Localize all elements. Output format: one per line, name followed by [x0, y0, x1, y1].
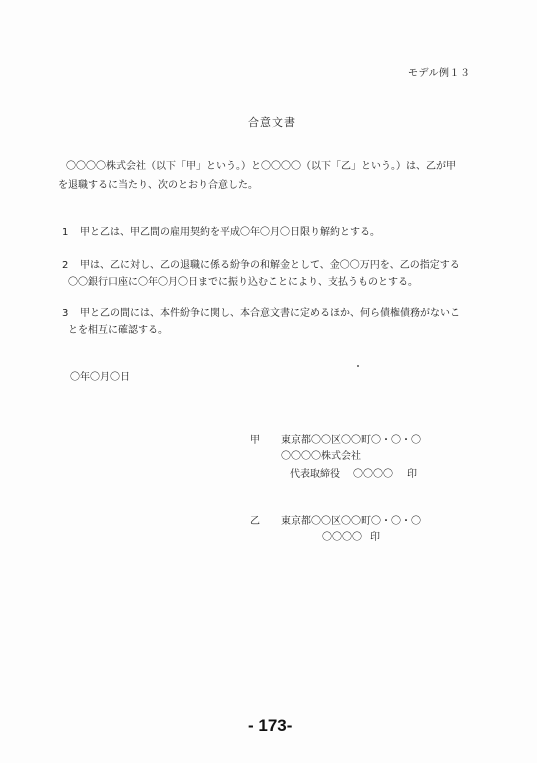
- party-b-address: 東京都〇〇区〇〇町〇・〇・〇: [281, 516, 421, 527]
- party-b-seal-mark: 印: [370, 532, 380, 543]
- scan-speck: [357, 365, 359, 367]
- party-b-name: 〇〇〇〇: [322, 532, 362, 543]
- party-a-seal-mark: 印: [407, 469, 417, 480]
- clause-3-number: 3: [62, 308, 69, 319]
- agreement-date: 〇年〇月〇日: [70, 372, 130, 383]
- party-a-company: 〇〇〇〇株式会社: [281, 451, 361, 462]
- clause-2-line-2: 〇〇銀行口座に〇年〇月〇日までに振り込むことにより、支払うものとする。: [68, 277, 418, 288]
- clause-3-line-1: 甲と乙の間には、本件紛争に関し、本合意文書に定めるほか、何ら債権債務がないこ: [80, 308, 460, 319]
- clause-3-line-2: とを相互に確認する。: [68, 325, 168, 336]
- document-title: 合意文書: [248, 116, 296, 129]
- party-a-representative-title: 代表取締役: [290, 469, 340, 480]
- model-number: モデル例１３: [408, 68, 471, 79]
- clause-1-number: 1: [62, 227, 69, 238]
- intro-line-1: 〇〇〇〇株式会社（以下「甲」という。）と〇〇〇〇（以下「乙」という。）は、乙が甲: [66, 161, 456, 172]
- party-a-address: 東京都〇〇区〇〇町〇・〇・〇: [281, 435, 421, 446]
- clause-2-line-1: 甲は、乙に対し、乙の退職に係る紛争の和解金として、金〇〇万円を、乙の指定する: [80, 260, 460, 271]
- clause-2-number: 2: [62, 260, 69, 271]
- party-a-label: 甲: [250, 435, 260, 446]
- party-a-representative-name: 〇〇〇〇: [353, 469, 393, 480]
- intro-line-2: を退職するに当たり、次のとおり合意した。: [58, 180, 258, 191]
- party-b-label: 乙: [250, 516, 260, 527]
- page-number: - 173-: [248, 716, 293, 735]
- clause-1-text: 甲と乙は、甲乙間の雇用契約を平成〇年〇月〇日限り解約とする。: [80, 227, 380, 238]
